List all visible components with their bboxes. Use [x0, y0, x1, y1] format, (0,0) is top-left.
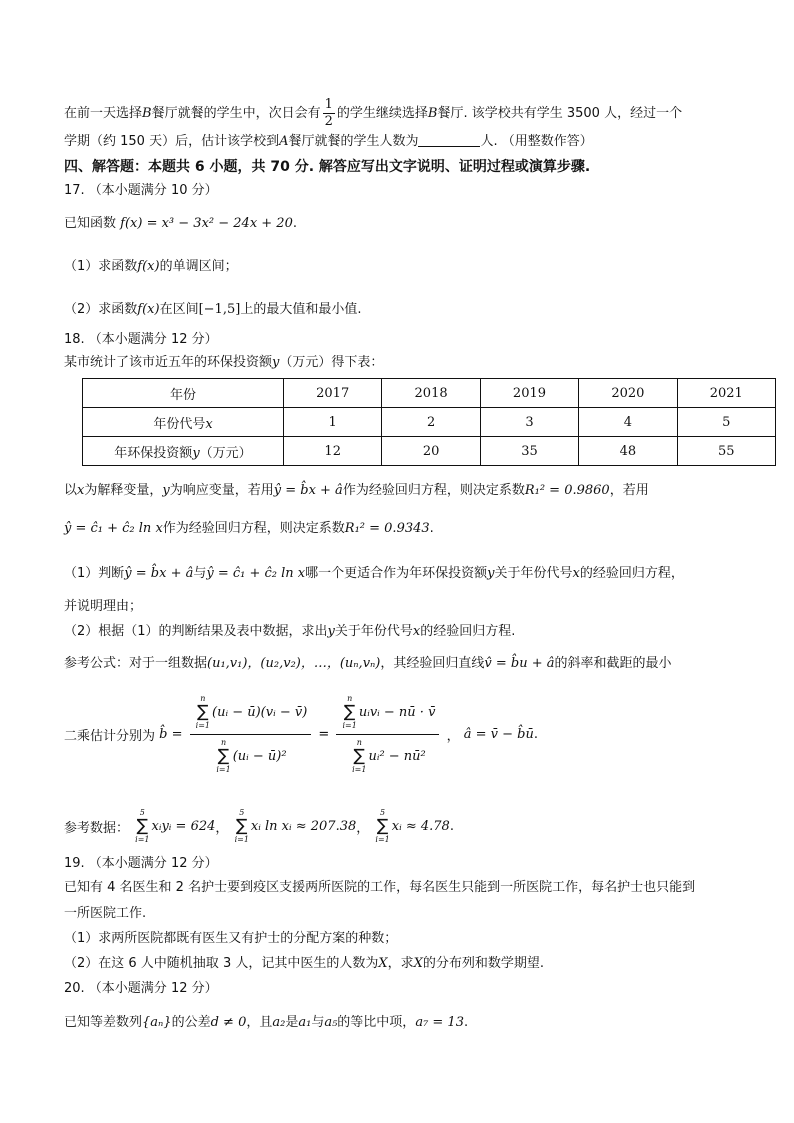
intro-text: 人. （用整数作答）	[480, 134, 593, 149]
investment-table	[82, 378, 776, 466]
q18-part2	[64, 623, 515, 641]
q18-text2	[64, 520, 434, 538]
function-fx: f(x)	[137, 302, 160, 317]
variable-x: x	[205, 416, 213, 432]
q17-text: 的单调区间；	[159, 259, 238, 274]
function-fx: f(x)	[137, 259, 160, 274]
variable-y: y	[487, 566, 495, 581]
variable-y: y	[272, 355, 280, 370]
row-unit: （万元）	[199, 445, 252, 461]
term-a5: a₅	[324, 1015, 338, 1030]
q18-text: 哪一个更适合作为年环保投资额	[305, 566, 488, 581]
ref-value-1: xᵢyᵢ = 624	[151, 819, 216, 834]
table-cell: 1	[284, 408, 382, 437]
common-difference: d ≠ 0	[210, 1015, 247, 1030]
q18-text: 的经验回归方程.	[420, 624, 516, 639]
row-label: 年份代号	[153, 416, 206, 432]
row-label: 年环保投资额	[114, 445, 193, 461]
variable-y: y	[192, 445, 200, 461]
term-a1: a₁	[298, 1015, 312, 1030]
q18-text: 为响应变量，若用	[169, 483, 274, 498]
restaurant-a: A	[279, 134, 289, 149]
fraction-numerator: 1	[324, 97, 333, 112]
q18-text: 参考公式：对于一组数据	[64, 656, 208, 671]
table-cell: 2018	[382, 379, 480, 408]
q18-text: 为解释变量，	[84, 483, 163, 498]
q17-text: （1）求函数	[64, 259, 138, 274]
variable-X: X	[413, 956, 423, 971]
row-label: 年份	[169, 387, 196, 403]
q20-text: 与	[311, 1015, 325, 1030]
numerator-expr: (uᵢ − ū)(vᵢ − v̄)	[212, 705, 308, 720]
least-squares-formula	[64, 694, 538, 775]
q18-ref-formula	[64, 655, 672, 673]
fraction-denominator	[336, 735, 439, 775]
sequence-an: {aₙ}	[142, 1015, 172, 1030]
log-model: ŷ = ĉ₁ + ĉ₂ ln x	[206, 566, 306, 581]
regression-line: v̂ = b̂u + â	[484, 656, 555, 671]
q18-text: ，其经验回归直线	[380, 656, 485, 671]
sum-lower: i=1	[135, 835, 150, 844]
q18-ref-data	[64, 808, 454, 845]
variable-x: x	[77, 483, 85, 498]
q18-text: 以	[64, 483, 78, 498]
intro-line-1	[64, 97, 682, 130]
sum-upper: n	[200, 694, 206, 703]
q19-text: 的分布列和数学期望.	[422, 956, 545, 971]
q18-text: 的斜率和截距的最小	[554, 656, 672, 671]
table-cell: 2019	[480, 379, 578, 408]
q18-text: 二乘估计分别为	[64, 729, 156, 744]
linear-model: ŷ = b̂x + â	[273, 483, 343, 498]
q19-head: 19. （本小题满分 12 分）	[64, 856, 218, 871]
separator: ，	[215, 821, 229, 836]
q18-text: 某市统计了该市近五年的环保投资额	[64, 355, 273, 370]
table-header-cell	[83, 379, 284, 408]
term-a7: a₇ = 13	[415, 1015, 464, 1030]
sum-symbol: 5 ∑ i=1	[234, 808, 249, 844]
q20-text: .	[463, 1015, 469, 1030]
q17-head: 17. （本小题满分 10 分）	[64, 183, 218, 198]
q17-text: .	[292, 216, 297, 231]
table-row	[83, 437, 776, 466]
q17-text: 已知函数	[64, 216, 117, 231]
interval: [−1,5]	[198, 302, 241, 317]
linear-model: ŷ = b̂x + â	[124, 566, 194, 581]
q17-part2	[64, 301, 361, 319]
q18-text: （2）根据（1）的判断结果及表中数据，求出	[64, 624, 328, 639]
sum-symbol: 5 ∑ i=1	[135, 808, 150, 844]
q18-text: .	[533, 727, 538, 742]
table-cell: 55	[677, 437, 775, 466]
table-cell: 35	[480, 437, 578, 466]
intro-text: 在前一天选择	[64, 106, 143, 121]
q18-text: （1）判断	[64, 566, 125, 581]
q17-part1	[64, 258, 238, 276]
q17-text: （2）求函数	[64, 302, 138, 317]
sum-symbol: n ∑ i=1	[195, 694, 211, 730]
answer-blank	[418, 132, 480, 147]
intro-text: 餐厅就餐的学生人数为	[288, 134, 419, 149]
sum-upper: 5	[380, 808, 386, 817]
q19-text: ，求	[387, 956, 414, 971]
q18-text: （万元）得下表：	[279, 355, 384, 370]
table-cell: 5	[677, 408, 775, 437]
fraction-numerator	[336, 694, 439, 735]
table-row	[83, 379, 776, 408]
intro-text: 餐厅就餐的学生中，次日会有	[151, 106, 321, 121]
sum-symbol: n ∑ i=1	[352, 738, 367, 774]
sum-upper: n	[347, 694, 353, 703]
intro-line-2	[64, 132, 593, 151]
r-squared-1: R₁² = 0.9860	[524, 483, 610, 498]
fraction-denominator	[190, 735, 312, 775]
sum-upper: n	[356, 738, 362, 747]
fraction-half	[323, 97, 335, 130]
q19-text-2: 一所医院工作.	[64, 906, 147, 921]
table-cell: 3	[480, 408, 578, 437]
r-squared-2: R₁² = 0.9343	[344, 521, 430, 536]
table-cell: 12	[284, 437, 382, 466]
slope-symbol: b̂ =	[159, 727, 183, 742]
table-row	[83, 408, 776, 437]
denominator-expr: (uᵢ − ū)²	[232, 749, 287, 764]
sum-lower: i=1	[195, 721, 211, 730]
fraction-denominator: 2	[324, 114, 333, 129]
q20-head: 20. （本小题满分 12 分）	[64, 981, 218, 996]
q18-text: 作为经验回归方程，则决定系数	[162, 521, 345, 536]
fraction-numerator	[190, 694, 312, 735]
table-header-cell	[83, 408, 284, 437]
table-cell: 2021	[677, 379, 775, 408]
equals-sign: =	[318, 727, 330, 742]
ref-value-2: xᵢ ln xᵢ ≈ 207.38	[250, 819, 357, 834]
q20-text: 的等比中项，	[337, 1015, 416, 1030]
ref-value-3: xᵢ ≈ 4.78	[391, 819, 450, 834]
sum-upper: 5	[239, 808, 245, 817]
restaurant-b: B	[427, 106, 438, 121]
sum-upper: 5	[139, 808, 145, 817]
q18-text: 与	[193, 566, 207, 581]
log-model: ŷ = ĉ₁ + ĉ₂ ln x	[64, 521, 163, 536]
q18-text: .	[449, 819, 454, 834]
q18-text: 作为经验回归方程，则决定系数	[342, 483, 525, 498]
variable-x: x	[412, 624, 421, 639]
q19-text-1: 已知有 4 名医生和 2 名护士要到疫区支援两所医院的工作，每名医生只能到一所医院工作，每名护士也只能到	[64, 880, 696, 895]
q18-text: ，	[446, 729, 460, 744]
section-heading: 四、解答题：本题共 6 小题，共 70 分. 解答应写出文字说明、证明过程或演算步骤.	[64, 159, 591, 175]
q18-intro	[64, 354, 383, 372]
variable-y: y	[327, 624, 335, 639]
q20-text: 已知等差数列	[64, 1015, 143, 1030]
slope-fraction-1	[190, 694, 312, 775]
table-cell: 48	[579, 437, 677, 466]
q18-part1-cont: 并说明理由；	[64, 599, 143, 614]
q18-head: 18. （本小题满分 12 分）	[64, 332, 218, 347]
table-cell: 2020	[579, 379, 677, 408]
denominator-expr: uᵢ² − nū²	[368, 749, 426, 764]
function-expression: f(x) = x³ − 3x² − 24x + 20	[120, 216, 293, 231]
data-points: (u₁,v₁)，(u₂,v₂)，…，(uₙ,vₙ)	[207, 656, 381, 671]
q20-text: 的公差	[171, 1015, 211, 1030]
q18-text: 关于年份代号	[334, 624, 413, 639]
q18-part1	[64, 565, 684, 583]
restaurant-b: B	[142, 106, 152, 121]
table-cell: 2017	[284, 379, 382, 408]
q17-given	[64, 215, 297, 233]
q18-text: 的经验回归方程，	[579, 566, 684, 581]
q17-text: 在区间	[159, 302, 199, 317]
variable-X: X	[378, 956, 388, 971]
separator: ，	[356, 821, 370, 836]
intercept-formula: â = v̄ − b̂ū	[463, 727, 534, 742]
q18-text1	[64, 482, 649, 500]
q20-text: 是	[285, 1015, 299, 1030]
sum-upper: n	[220, 738, 227, 747]
q19-part1: （1）求两所医院都既有医生又有护士的分配方案的种数；	[64, 931, 398, 946]
table-cell: 20	[382, 437, 480, 466]
intro-text: 餐厅. 该学校共有学生 3500 人，经过一个	[437, 106, 683, 121]
intro-text: 的学生继续选择	[336, 106, 428, 121]
q19-part2	[64, 955, 544, 973]
table-cell: 2	[382, 408, 480, 437]
variable-y: y	[162, 483, 170, 498]
term-a2: a₂	[272, 1015, 286, 1030]
q18-text: 参考数据：	[64, 821, 130, 836]
variable-x: x	[572, 566, 580, 581]
intro-text: 学期（约 150 天）后，估计该学校到	[64, 134, 280, 149]
slope-fraction-2	[336, 694, 439, 775]
q19-text: （2）在这 6 人中随机抽取 3 人，记其中医生的人数为	[64, 956, 379, 971]
sum-symbol: n ∑ i=1	[216, 738, 231, 774]
sum-symbol: 5 ∑ i=1	[375, 808, 390, 844]
sum-symbol: n ∑ i=1	[342, 694, 357, 730]
q18-text: 关于年份代号	[494, 566, 573, 581]
q17-text: 上的最大值和最小值.	[240, 302, 362, 317]
q20-text	[64, 1014, 468, 1032]
sum-lower: i=1	[375, 835, 390, 844]
q20-text: ，且	[246, 1015, 273, 1030]
sum-lower: i=1	[352, 765, 367, 774]
sum-lower: i=1	[342, 721, 357, 730]
sum-lower: i=1	[216, 765, 231, 774]
q18-text: ，若用	[609, 483, 649, 498]
sum-lower: i=1	[234, 835, 249, 844]
table-header-cell	[83, 437, 284, 466]
numerator-expr: uᵢvᵢ − nū · v̄	[358, 705, 436, 720]
table-cell: 4	[579, 408, 677, 437]
q18-text: .	[429, 521, 434, 536]
